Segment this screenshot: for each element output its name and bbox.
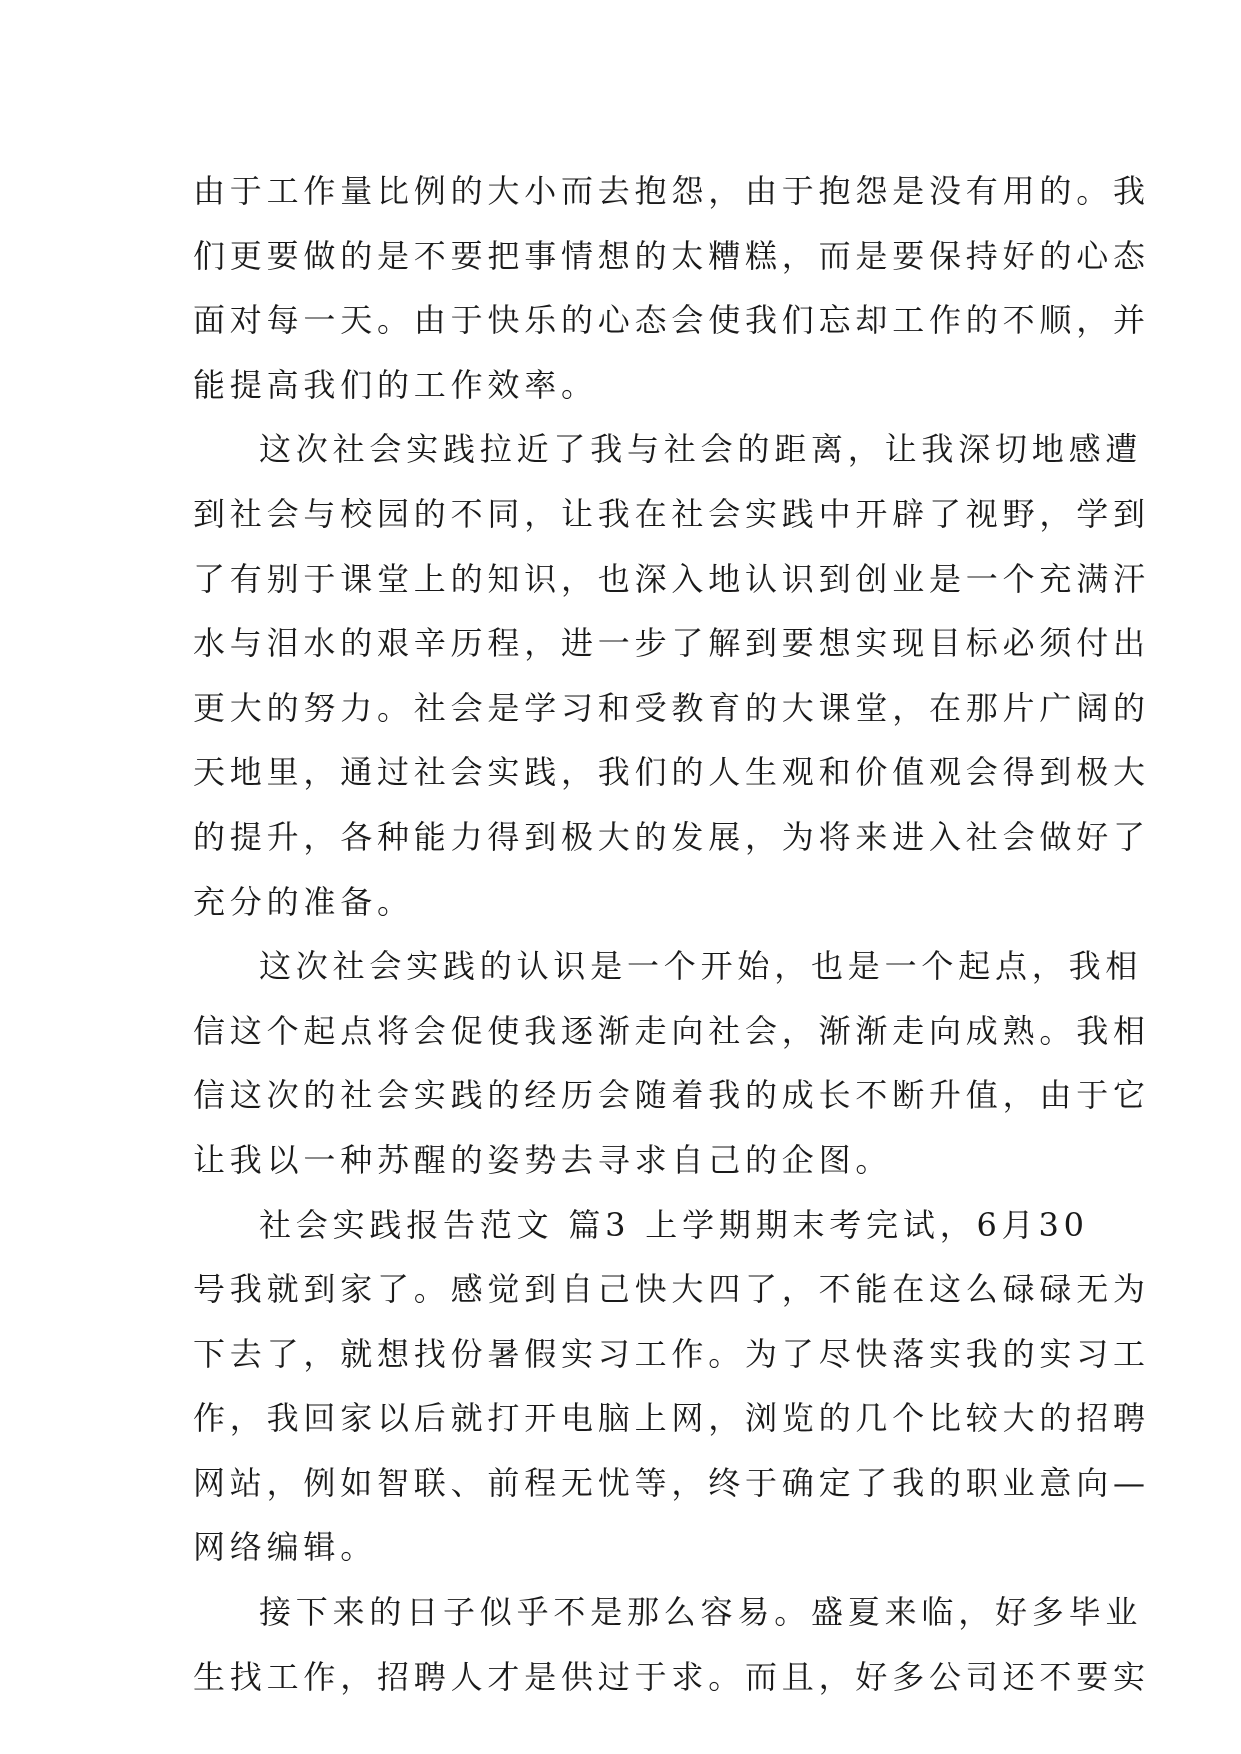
text-line: 的提升，各种能力得到极大的发展，为将来进入社会做好了 — [193, 817, 1150, 856]
body-text — [193, 159, 1150, 1709]
text-line: 生找工作，招聘人才是供过于求。而且，好多公司还不要实 — [193, 1657, 1150, 1696]
text-line: 天地里，通过社会实践，我们的人生观和价值观会得到极大 — [193, 753, 1150, 792]
text-line: 能提高我们的工作效率。 — [193, 365, 598, 404]
text-line: 网站，例如智联、前程无忧等，终于确定了我的职业意向— — [193, 1463, 1150, 1502]
paragraph-first-line: 接下来的日子似乎不是那么容易。盛夏来临，好多毕业 — [259, 1593, 1143, 1632]
text-line: 充分的准备。 — [193, 882, 414, 921]
text-line: 网络编辑。 — [193, 1528, 378, 1567]
paragraph-first-line: 这次社会实践的认识是一个开始，也是一个起点，我相 — [259, 947, 1143, 986]
text-line: 了有别于课堂上的知识，也深入地认识到创业是一个充满汗 — [193, 559, 1150, 598]
text-line: 面对每一天。由于快乐的心态会使我们忘却工作的不顺，并 — [193, 301, 1150, 340]
text-line: 到社会与校园的不同，让我在社会实践中开辟了视野，学到 — [193, 494, 1150, 533]
text-line: 们更要做的是不要把事情想的太糟糕，而是要保持好的心态 — [193, 236, 1150, 275]
text-line: 信这个起点将会促使我逐渐走向社会，渐渐走向成熟。我相 — [193, 1011, 1150, 1050]
text-line: 让我以一种苏醒的姿势去寻求自己的企图。 — [193, 1140, 893, 1179]
section-heading-line: 社会实践报告范文 篇3 上学期期末考完试，6月30 — [259, 1205, 1089, 1244]
text-line: 水与泪水的艰辛历程，进一步了解到要想实现目标必须付出 — [193, 624, 1150, 663]
text-line: 号我就到家了。感觉到自己快大四了，不能在这么碌碌无为 — [193, 1270, 1150, 1309]
paragraph-first-line: 这次社会实践拉近了我与社会的距离，让我深切地感遭 — [259, 430, 1143, 469]
text-line: 信这次的社会实践的经历会随着我的成长不断升值，由于它 — [193, 1076, 1150, 1115]
text-line: 由于工作量比例的大小而去抱怨，由于抱怨是没有用的。我 — [193, 172, 1150, 210]
text-line: 下去了，就想找份暑假实习工作。为了尽快落实我的实习工 — [193, 1334, 1150, 1373]
text-line: 作，我回家以后就打开电脑上网，浏览的几个比较大的招聘 — [193, 1399, 1150, 1438]
text-line: 更大的努力。社会是学习和受教育的大课堂，在那片广阔的 — [193, 688, 1150, 727]
